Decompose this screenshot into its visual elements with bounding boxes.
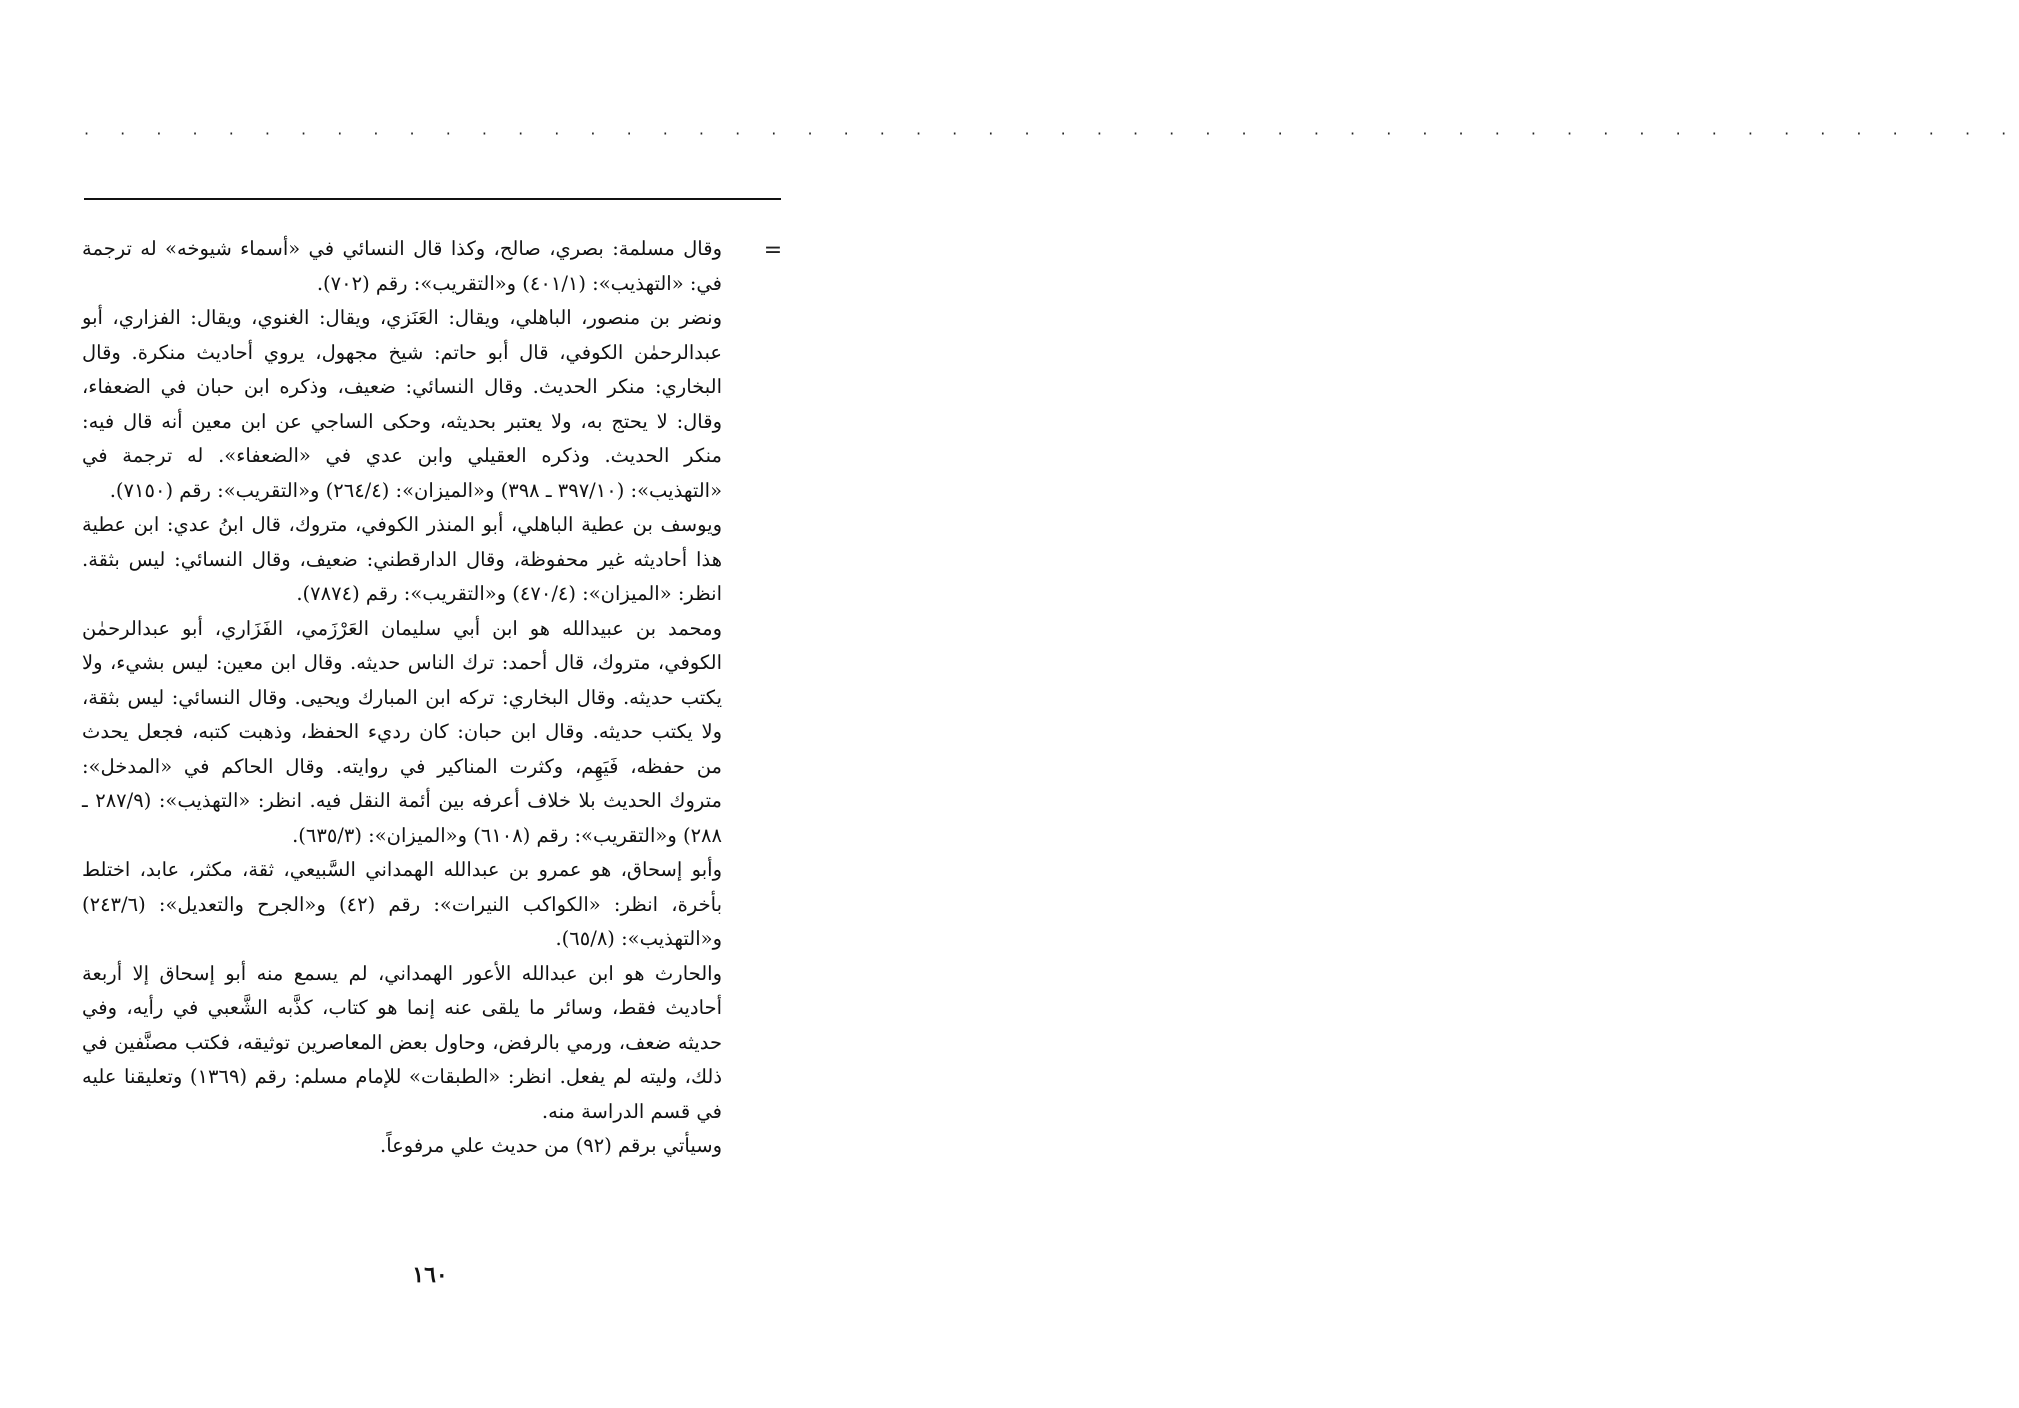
page-number: ١٦٠ (412, 1262, 448, 1288)
footnote-text (82, 232, 722, 1164)
continuation-mark: = (763, 238, 783, 263)
footnote-paragraph: والحارث هو ابن عبدالله الأعور الهمداني، لم يسمع منه أبو إسحاق إلا أربعة أحاديث فقط، وسائر ما يلقى عنه إنما هو كتاب، كذَّبه الشَّعبي في رأيه، وفي حديثه ضعف، ورمي بالرفض، وحاول بعض المعاصرين توثيقه، فكتب مصنَّفين في ذلك، وليته لم يفعل. انظر: «الطبقات» للإمام مسلم: رقم (١٣٦٩) وتعليقنا عليه في قسم الدراسة منه. (82, 961, 722, 1123)
footnote-paragraph: وأبو إسحاق، هو عمرو بن عبدالله الهمداني السَّبيعي، ثقة، مكثر، عابد، اختلط بأخرة، انظر: «الكواكب النيرات»: رقم (٤٢) و«الجرح والتعديل»: (٢٤٣/٦) و«التهذيب»: (٦٥/٨). (82, 858, 723, 950)
header-dotted-line: · · · · · · · · · · · · · · · · · · · · · · · · · · · · · · · · · · · · · · · · · · · · · · · · · · · · · · (84, 124, 2019, 143)
footnote-separator-rule (84, 198, 781, 200)
footnote-paragraph: ويوسف بن عطية الباهلي، أبو المنذر الكوفي، متروك، قال ابنُ عدي: ابن عطية هذا أحاديثه غير محفوظة، وقال الدارقطني: ضعيف، وقال النسائي: ليس بثقة. انظر: «الميزان»: (٤٧٠/٤) و«التقريب»: رقم (٧٨٧٤). (82, 513, 722, 605)
footnote-paragraph: وقال مسلمة: بصري، صالح، وكذا قال النسائي في «أسماء شيوخه» له ترجمة في: «التهذيب»: (٤٠١/١) و«التقريب»: رقم (٧٠٢). (82, 237, 722, 295)
footnote-paragraph: ومحمد بن عبيدالله هو ابن أبي سليمان العَرْزَمي، الفَزَاري، أبو عبدالرحمٰن الكوفي، متروك، قال أحمد: ترك الناس حديثه. وقال ابن معين: ليس بشيء، ولا يكتب حديثه. وقال البخاري: تركه ابن المبارك ويحيى. وقال النسائي: ليس بثقة، ولا يكتب حديثه. وقال ابن حبان: كان رديء الحفظ، وذهبت كتبه، فجعل يحدث من حفظه، فَيَهِم، وكثرت المناكير في روايته. وقال الحاكم في «المدخل»: متروك الحديث بلا خلاف أعرفه بين أئمة النقل فيه. انظر: «التهذيب»: (٢٨٧/٩ ـ ٢٨٨) و«التقريب»: رقم (٦١٠٨) و«الميزان»: (٦٣٥/٣). (82, 616, 722, 847)
footnote-paragraph: ونضر بن منصور، الباهلي، ويقال: العَنَزي، ويقال: الغنوي، ويقال: الفزاري، أبو عبدالرحمٰن الكوفي، قال أبو حاتم: شيخ مجهول، يروي أحاديث منكرة. وقال البخاري: منكر الحديث. وقال النسائي: ضعيف، وذكره ابن حبان في الضعفاء، وقال: لا يحتج به، ولا يعتبر بحديثه، وحكى الساجي عن ابن معين أنه قال فيه: منكر الحديث. وذكره العقيلي وابن عدي في «الضعفاء». له ترجمة في «التهذيب»: (٣٩٧/١٠ ـ ٣٩٨) و«الميزان»: (٢٦٤/٤) و«التقريب»: رقم (٧١٥٠). (82, 306, 722, 502)
footnote-paragraph: وسيأتي برقم (٩٢) من حديث علي مرفوعاً. (380, 1134, 722, 1157)
